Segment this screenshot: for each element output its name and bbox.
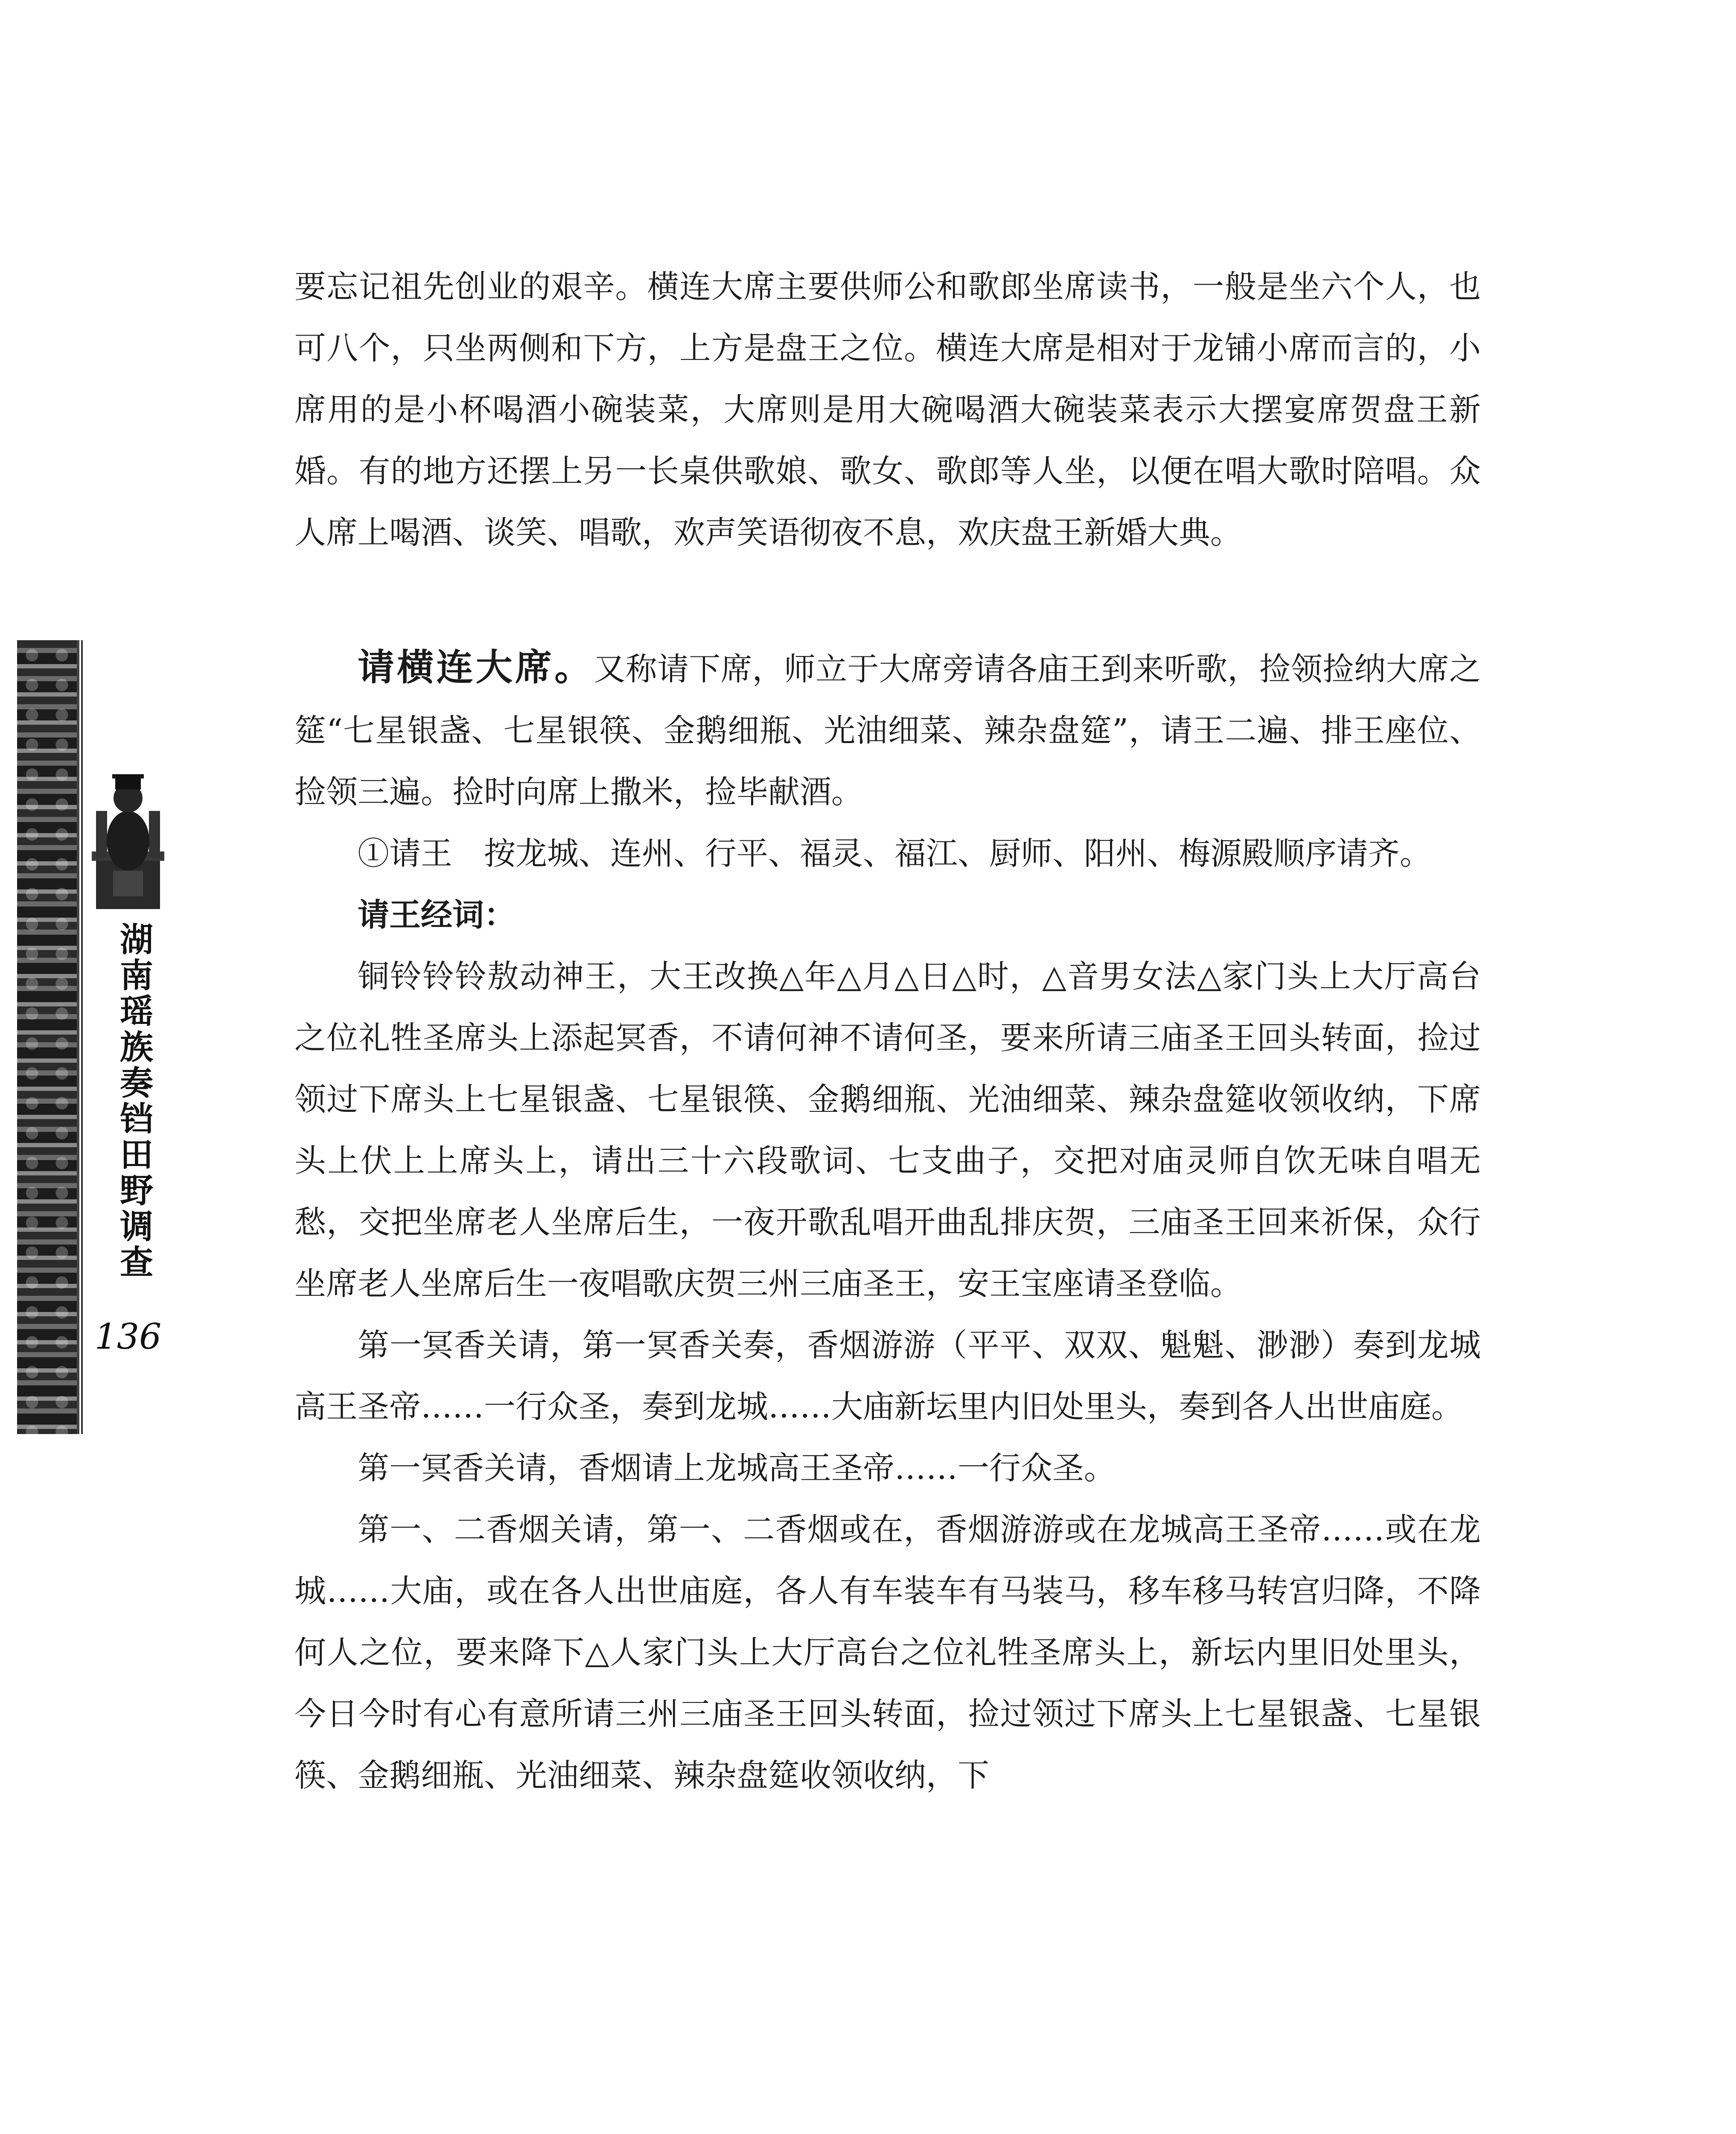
paragraph-7: 第一冥香关请，香烟请上龙城高王圣帝……一行众圣。 [358, 1450, 1116, 1487]
book-title: 湖南瑶族奏铛田野调查 [114, 922, 153, 1280]
section-heading: 请横连大席。 [358, 646, 594, 689]
sub-heading: 请王经词： [358, 897, 516, 933]
paragraph-1: 要忘记祖先创业的艰辛。横连大席主要供师公和歌郎坐席读书，一般是坐六个人，也可八个，只坐两侧和下方，上方是盘王之位。横连大席是相对于龙铺小席而言的，小席用的是小杯喝酒小碗装菜，大席则是用大碗喝酒大碗装菜表示大摆宴席贺盘王新婚。有的地方还摆上另一长桌供歌娘、歌女、歌郎等人坐，以便在唱大歌时陪唱。众人席上喝酒、谈笑、唱歌，欢声笑语彻夜不息，欢庆盘王新婚大典。 [294, 268, 1481, 551]
paragraph-2-text: 又称请下席，师立于大席旁请各庙王到来听歌，捡领捡纳大席之筵“七星银盏、七星银筷、金鹅细瓶、光油细菜、辣杂盘筵”，请王二遍、排王座位、捡领三遍。捡时向席上撒米，捡毕献酒。 [294, 651, 1481, 810]
paragraph-3 [294, 823, 1481, 884]
paragraph-3-text: 按龙城、连州、行平、福灵、福江、厨师、阳州、梅源殿顺序请齐。 [484, 835, 1431, 872]
paragraph-2 [294, 637, 1481, 823]
decorative-border [17, 640, 79, 1434]
page-number: 136 [94, 1317, 162, 1357]
paragraph-4 [294, 884, 1481, 946]
item-label: ①请王 [358, 835, 452, 872]
paragraph-8: 第一、二香烟关请，第一、二香烟或在，香烟游游或在龙城高王圣帝……或在龙城……大庙，或在各人出世庙庭，各人有车装车有马装马，移车移马转宫归降，不降何人之位，要来降下△人家门头上大厅高台之位礼牲圣席头上，新坛内里旧处里头，今日今时有心有意所请三州三庙圣王回头转面，捡过领过下席头上七星银盏、七星银筷、金鹅细瓶、光油细菜、辣杂盘筵收领收纳，下 [294, 1511, 1481, 1794]
paragraph-5: 铜铃铃铃敖动神王，大王改换△年△月△日△时，△音男女法△家门头上大厅高台之位礼牲圣席头上添起冥香，不请何神不请何圣，要来所请三庙圣王回头转面，捡过领过下席头上七星银盏、七星银筷、金鹅细瓶、光油细菜、辣杂盘筵收领收纳，下席头上伏上上席头上，请出三十六段歌词、七支曲子，交把对庙灵师自饮无味自唱无愁，交把坐席老人坐席后生，一夜开歌乱唱开曲乱排庆贺，三庙圣王回来祈保，众行坐席老人坐席后生一夜唱歌庆贺三州三庙圣王，安王宝座请圣登临。 [294, 958, 1481, 1302]
deity-statue-icon [92, 768, 164, 913]
page-body [294, 256, 1481, 1806]
paragraph-6: 第一冥香关请，第一冥香关奏，香烟游游（平平、双双、魁魁、渺渺）奏到龙城高王圣帝……一行众圣，奏到龙城……大庙新坛里内旧处里头，奏到各人出世庙庭。 [294, 1327, 1481, 1425]
